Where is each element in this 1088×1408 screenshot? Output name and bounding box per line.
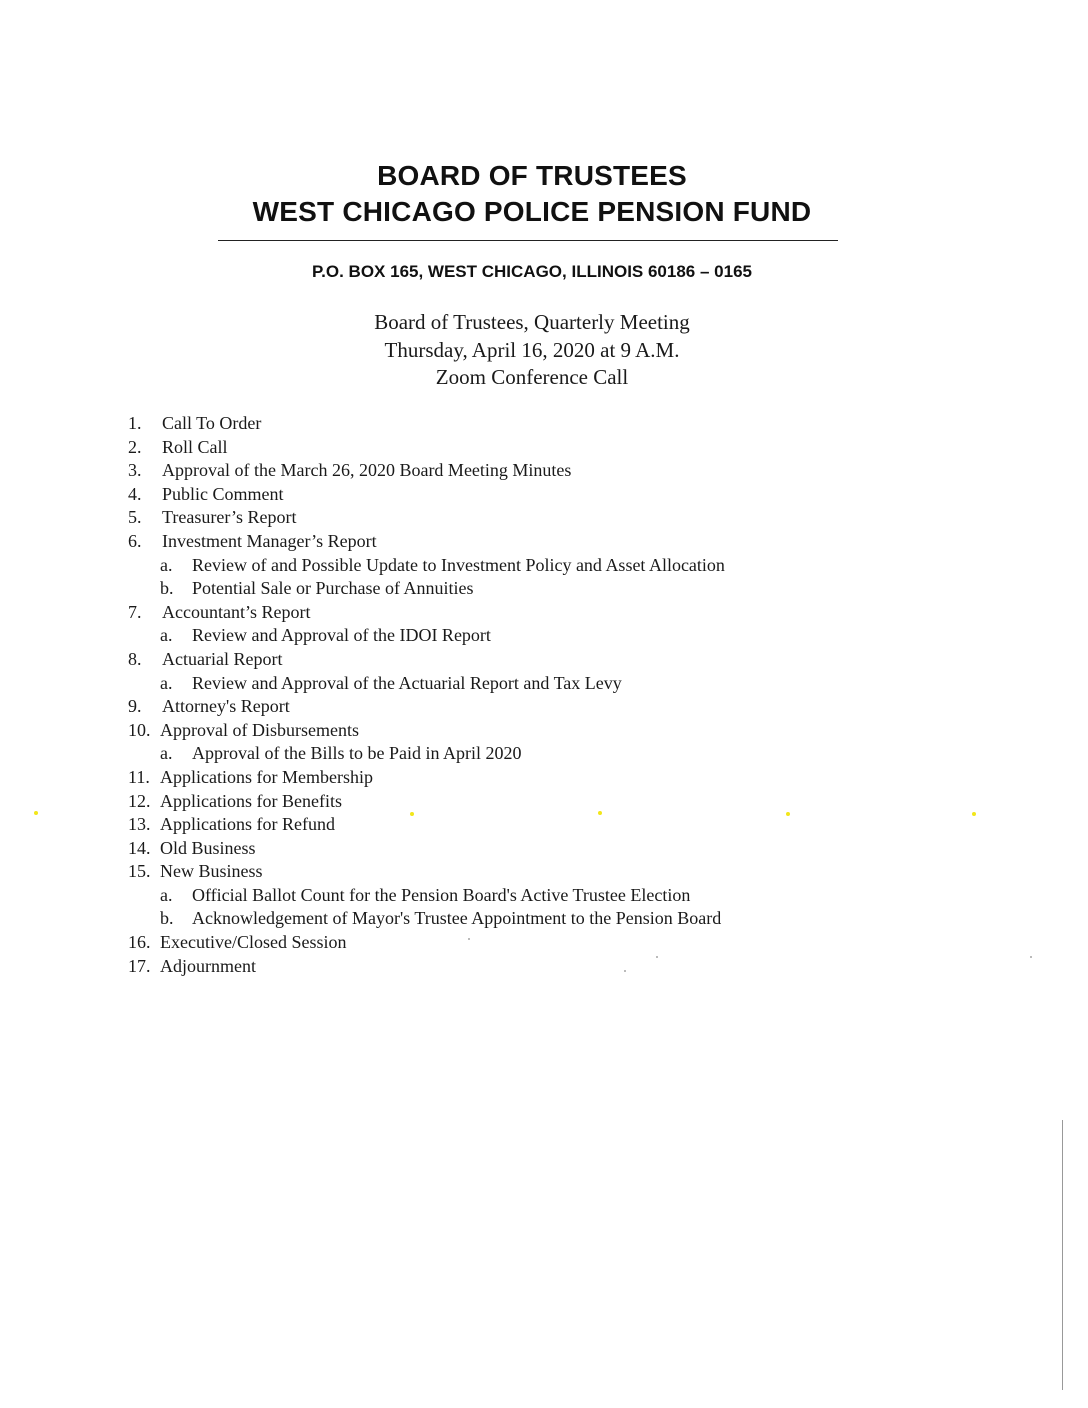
scan-speck: [34, 811, 38, 815]
agenda-subitem-letter: a.: [160, 672, 173, 693]
agenda-subitem: [0, 884, 1088, 908]
meeting-date: Thursday, April 16, 2020 at 9 A.M.: [384, 338, 680, 362]
agenda-item-text: Attorney's Report: [162, 696, 290, 717]
agenda-subitem-text: Approval of the Bills to be Paid in April 2020: [192, 743, 522, 764]
agenda-subitem: [0, 577, 1088, 601]
agenda-item-text: Call To Order: [162, 413, 262, 433]
agenda-subitem: [0, 554, 1088, 578]
agenda-item: [0, 412, 1088, 436]
agenda-item: [0, 837, 1088, 861]
agenda-subitem-text: Review and Approval of the IDOI Report: [192, 625, 491, 646]
agenda-item: [0, 813, 1088, 837]
agenda-item-text: Treasurer’s Report: [162, 507, 297, 528]
agenda-item-number: 2.: [128, 436, 142, 457]
agenda-subitem-letter: b.: [160, 578, 174, 599]
agenda-subitem-letter: b.: [160, 908, 174, 929]
agenda-item-number: 9.: [128, 696, 142, 717]
agenda-item-number: 6.: [128, 530, 142, 551]
agenda-item: [0, 860, 1088, 884]
agenda-item-number: 16.: [128, 932, 151, 953]
agenda-item-text: Public Comment: [162, 483, 284, 504]
agenda-list: [0, 412, 1088, 978]
agenda-item-number: 11.: [128, 766, 150, 787]
agenda-item-text: Executive/Closed Session: [160, 932, 347, 953]
agenda-item-number: 14.: [128, 837, 151, 858]
agenda-item: [0, 931, 1088, 955]
scan-speck: [624, 970, 626, 972]
title-divider: [218, 240, 838, 241]
agenda-item-number: 3.: [128, 460, 142, 481]
agenda-item-text: Adjournment: [160, 955, 256, 976]
agenda-item-text: Approval of Disbursements: [160, 719, 359, 740]
agenda-subitem-letter: a.: [160, 743, 173, 764]
agenda-item-number: 10.: [128, 719, 151, 740]
agenda-subitem-letter: a.: [160, 625, 173, 646]
agenda-item: [0, 601, 1088, 625]
agenda-item-text: New Business: [160, 861, 263, 882]
agenda-item: [0, 459, 1088, 483]
agenda-item-text: Approval of the March 26, 2020 Board Meeting Minutes: [162, 460, 572, 481]
agenda-item: [0, 648, 1088, 672]
agenda-item-number: 15.: [128, 861, 151, 882]
agenda-item-text: Applications for Benefits: [160, 790, 342, 811]
scan-edge-line: [1062, 1120, 1063, 1390]
scan-speck: [972, 812, 976, 816]
agenda-item: [0, 530, 1088, 554]
agenda-subitem-text: Review and Approval of the Actuarial Report and Tax Levy: [192, 672, 622, 693]
agenda-item-number: 5.: [128, 507, 142, 528]
agenda-item-text: Accountant’s Report: [162, 601, 311, 622]
agenda-item-number: 12.: [128, 790, 151, 811]
meeting-type: Board of Trustees, Quarterly Meeting: [374, 310, 690, 334]
agenda-item: [0, 483, 1088, 507]
mailing-address: P.O. BOX 165, WEST CHICAGO, ILLINOIS 60186 – 0165: [312, 262, 752, 281]
agenda-item-number: 4.: [128, 483, 142, 504]
document-title: BOARD OF TRUSTEES: [377, 160, 687, 191]
agenda-item-text: Roll Call: [162, 436, 228, 457]
agenda-item-number: 1.: [128, 413, 142, 433]
agenda-item-text: Investment Manager’s Report: [162, 530, 377, 551]
scan-speck: [656, 956, 658, 958]
fund-name: WEST CHICAGO POLICE PENSION FUND: [252, 196, 812, 227]
agenda-item-text: Applications for Membership: [160, 766, 373, 787]
scan-speck: [598, 811, 602, 815]
scan-speck: [786, 812, 790, 816]
agenda-subitem-text: Acknowledgement of Mayor's Trustee Appointment to the Pension Board: [192, 908, 722, 929]
agenda-subitem: [0, 907, 1088, 931]
scan-speck: [1030, 956, 1032, 958]
scan-speck: [410, 812, 414, 816]
agenda-subitem-text: Review of and Possible Update to Investment Policy and Asset Allocation: [192, 554, 725, 575]
agenda-subitem-letter: a.: [160, 554, 173, 575]
agenda-item: [0, 695, 1088, 719]
agenda-subitem: [0, 672, 1088, 696]
agenda-item-number: 8.: [128, 648, 142, 669]
agenda-item: [0, 506, 1088, 530]
agenda-item: [0, 955, 1088, 979]
agenda-item: [0, 766, 1088, 790]
agenda-item-number: 7.: [128, 601, 142, 622]
agenda-subitem: [0, 624, 1088, 648]
agenda-subitem-text: Official Ballot Count for the Pension Board's Active Trustee Election: [192, 884, 691, 905]
agenda-item-text: Actuarial Report: [162, 648, 283, 669]
agenda-item: [0, 436, 1088, 460]
agenda-item-text: Old Business: [160, 837, 256, 858]
agenda-item-number: 13.: [128, 814, 151, 835]
agenda-subitem-letter: a.: [160, 884, 173, 905]
agenda-item-text: Applications for Refund: [160, 814, 335, 835]
agenda-item: [0, 719, 1088, 743]
agenda-subitem: [0, 742, 1088, 766]
scan-speck: [468, 938, 470, 940]
meeting-location: Zoom Conference Call: [435, 365, 629, 389]
agenda-item: [0, 790, 1088, 814]
agenda-subitem-text: Potential Sale or Purchase of Annuities: [192, 578, 474, 599]
agenda-item-number: 17.: [128, 955, 151, 976]
